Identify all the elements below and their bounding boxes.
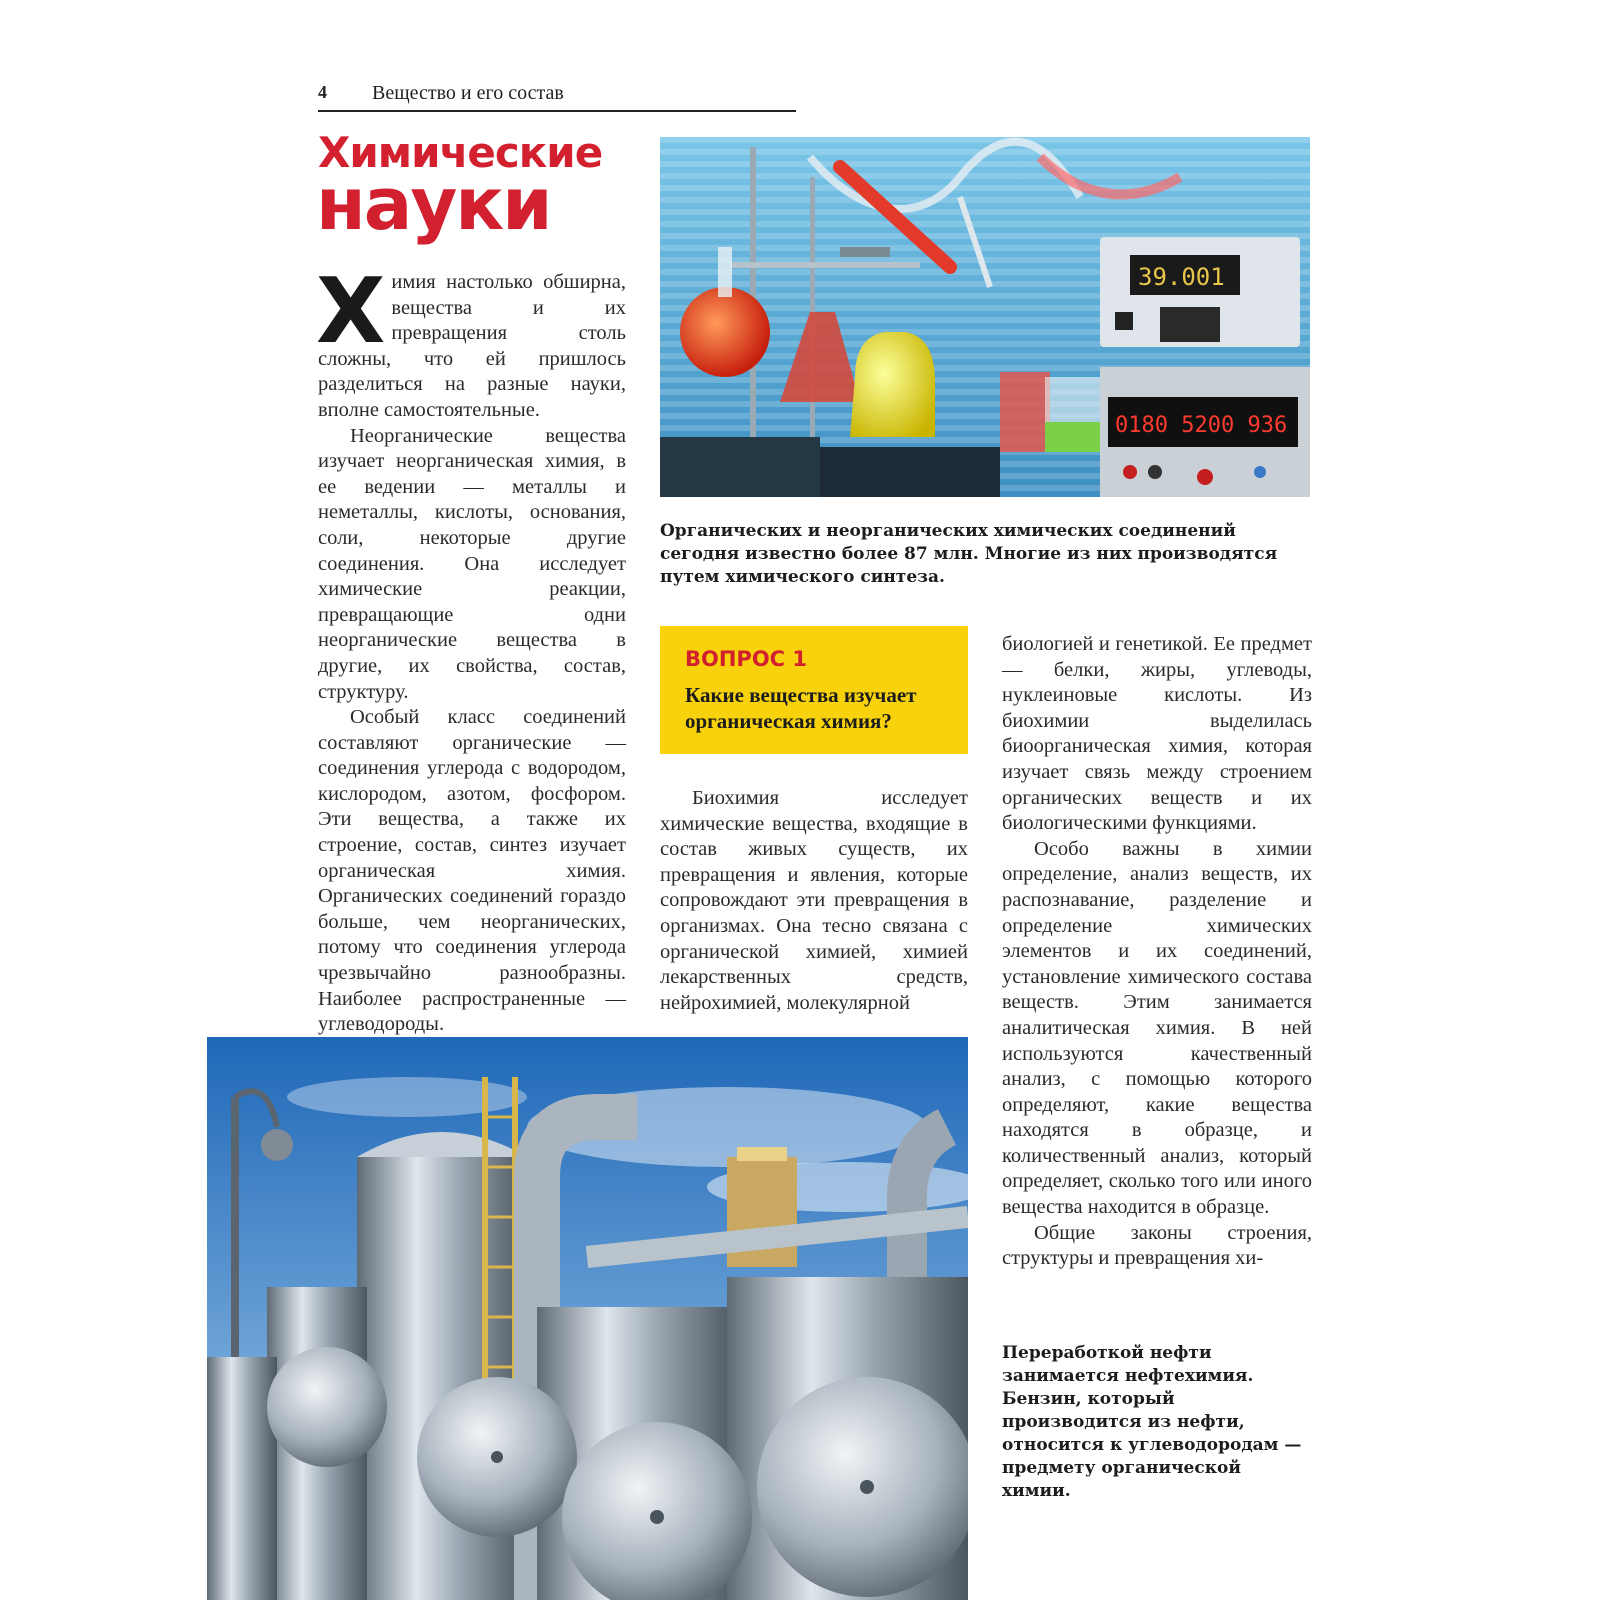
paragraph <box>316 259 626 424</box>
oil-refinery-photo <box>207 1037 968 1600</box>
paragraph-text: имия настолько обширна, вещества и их превращения столь сложны, что ей пришлось разделиться на разные науки, вполне самостоятельные. <box>318 271 626 421</box>
photo-caption-lab: Органических и неорганических химических соединений сегодня известно более 87 млн. Многие из них производятся путем химического синтеза. <box>660 521 1278 587</box>
paragraph: Особо важны в химии определение, анализ веществ, их распознавание, разделение и определение химических элементов и их соединений, установление химического состава веществ. Этим занимается аналитическая химия. В ней используются качественный анализ, с помощью которого определяют, какие вещества находятся в образце, и количественный анализ, который определяет, сколько того или иного вещества находится в образце. <box>1002 837 1312 1219</box>
paragraph: Неорганические вещества изучает неорганическая химия, в ее ведении — металлы и неметаллы, кислоты, основания, соли, некоторые другие соединения. Она исследует химические реакции, превращающие одни неорганические вещества в другие, их свойства, состав, структуру. <box>318 424 626 703</box>
paragraph: биологией и генетикой. Ее предмет — белки, жиры, углеводы, нуклеиновые кислоты. Из биохимии выделилась биоорганическая химия, которая изучает связь между строением органических веществ и их биологическими функциями. <box>1002 633 1312 835</box>
column-3-text <box>1002 632 1312 1272</box>
page-title-line-1: Химические <box>318 128 603 177</box>
section-title: Вещество и его состав <box>372 82 564 104</box>
photo-caption-refinery: Переработкой нефти занимается нефтехимия. Бензин, который производится из нефти, относится к углеводородам — предмету органической химии. <box>1002 1343 1302 1501</box>
question-box <box>660 626 968 754</box>
drop-cap: Х <box>316 259 386 364</box>
display-readout-2: 0180 5200 936 <box>1115 413 1288 438</box>
paragraph: Особый класс соединений составляют органические — соединения углерода с водородом, кислородом, азотом, фосфором. Эти вещества, а также их строение, состав, синтез изучает органическая химия. Органических соединений гораздо больше, чем неорганических, потому что соединения углерода чрезвычайно разнообразны. Наиболее распространенные — углеводороды. <box>318 706 626 1036</box>
display-readout-1: 39.001 <box>1138 263 1225 291</box>
column-1-text <box>316 259 626 1038</box>
question-text: Какие вещества изучает органическая химия? <box>685 683 917 733</box>
paragraph: Биохимия исследует химические вещества, входящие в состав живых существ, их превращения и явления, которые сопровождают эти превращения в организмах. Она тесно связана с органической химией, химией лекарственных средств, нейрохимией, молекулярной <box>660 787 968 1014</box>
page-title-line-2: науки <box>316 162 551 246</box>
question-label: ВОПРОС 1 <box>685 647 808 671</box>
column-2-text <box>660 786 968 1016</box>
paragraph: Общие законы строения, структуры и превращения хи- <box>1002 1221 1312 1270</box>
running-header <box>318 82 796 112</box>
page-number: 4 <box>318 82 327 102</box>
lab-equipment-photo <box>660 137 1310 497</box>
